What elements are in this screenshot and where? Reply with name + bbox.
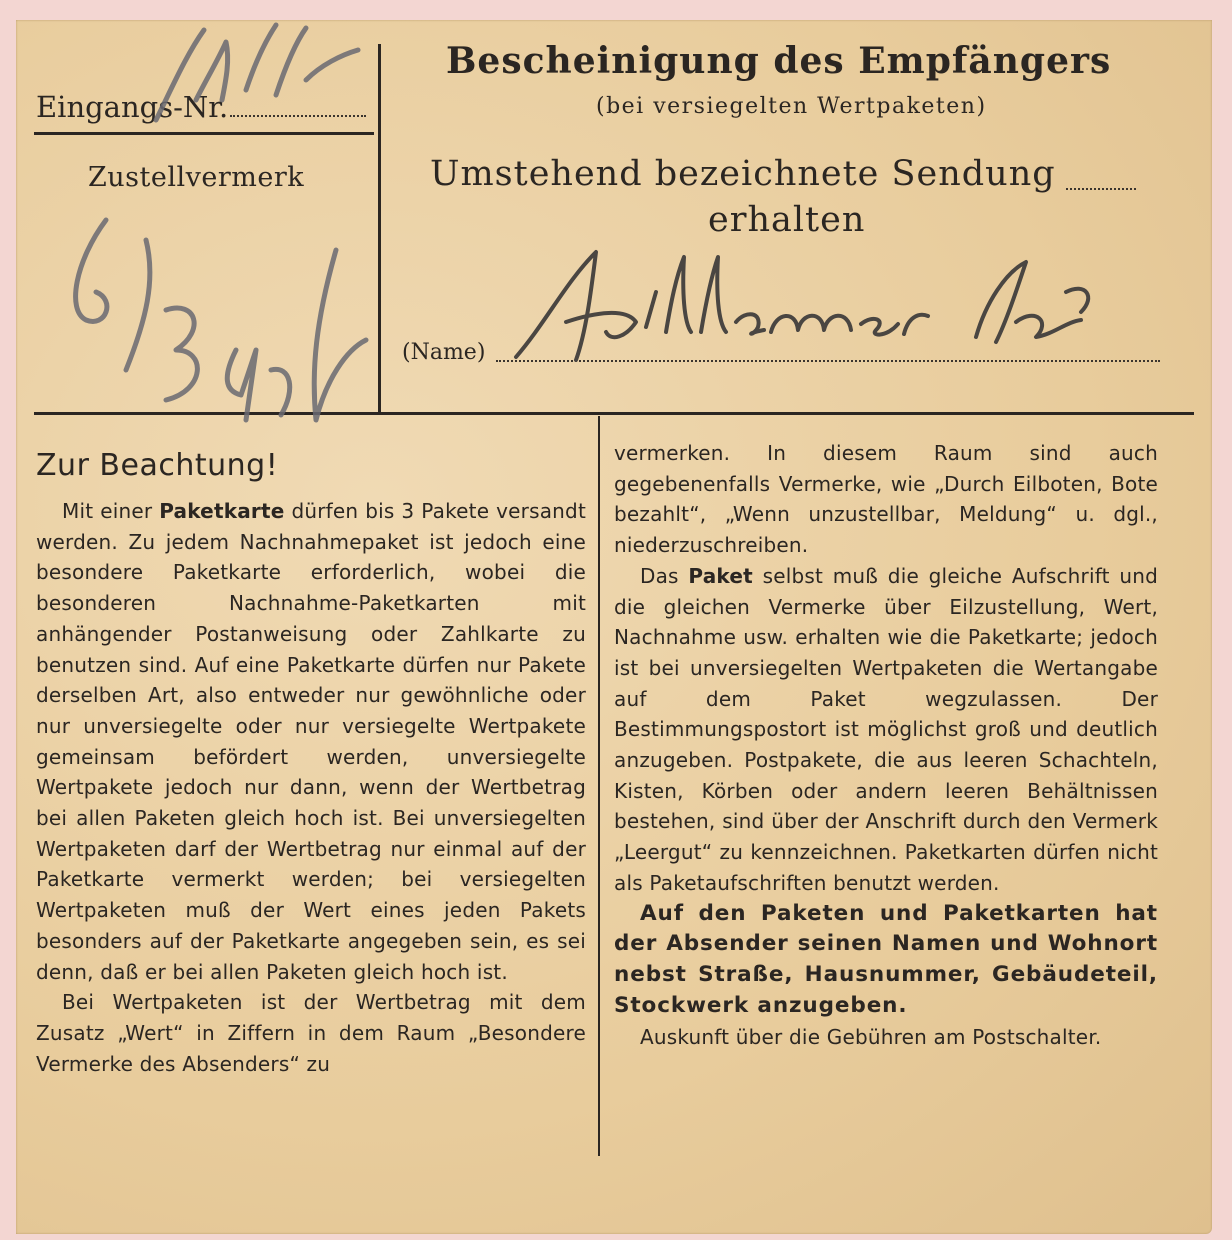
notice-left-paragraph-1: Mit einer Paketkarte dürfen bis 3 Pakete versandt werden. Zu jedem Nachnahmepaket ist jedoch eine besondere Paketkarte erforderlich, wobei die besonderen Nachnahme-Paketkarten mit anhängender Postanweisung oder Zahlkarte zu benutzen sind. Auf eine Paketkarte dürfen nur Pakete derselben Art, also entweder nur gewöhnliche oder nur unversiegelte oder nur versiegelte Wertpakete gemeinsam befördert werden, unversiegelte Wertpakete jedoch nur dann, wenn der Wertbetrag bei allen Paketen gleich hoch ist. Bei unversiegelten Wertpaketen darf der Wertbetrag nur einmal auf der Paketkarte vermerkt werden; bei versiegelten Wertpaketen muß der Wert eines jeden Pakets besonders auf der Paketkarte angegeben sein, es sei denn, daß er bei allen Paketen gleich hoch ist.: [36, 499, 586, 984]
certificate-title: Bescheinigung des Empfängers: [446, 40, 1112, 82]
notice-right-paragraph-4: Auskunft über die Gebühren am Postschalter.: [640, 1024, 1102, 1049]
zustell-label: Zustellvermerk: [88, 162, 305, 193]
top-vertical-divider: [378, 44, 381, 412]
notice-left-column: [36, 496, 586, 1079]
notice-right-paragraph-2: Das Paket selbst muß die gleiche Aufschrift und die gleichen Vermerke über Eilzustellung, Wert, Nachnahme usw. erhalten wie die Paketkarte; jedoch ist bei unversiegelten Wertpaketen die Wertangabe auf dem Paket wegzulassen. Der Bestimmungspostort ist möglichst groß und deutlich anzugeben. Postpakete, die aus leeren Schachteln, Kisten, Körben oder andern leeren Behältnissen bestehen, sind über der Anschrift durch den Vermerk „Leergut“ zu kennzeichnen. Paketkarten dürfen nicht als Paketaufschriften benutzt werden.: [614, 563, 1159, 895]
column-divider: [598, 416, 600, 1156]
notice-right-paragraph-1: vermerken. In diesem Raum sind auch gegebenenfalls Vermerke, wie „Durch Eilboten, Bote bezahlt“, „Wenn unzustellbar, Meldung“ u. dgl., niederzuschreiben.: [614, 441, 1158, 558]
certificate-line2: erhalten: [708, 200, 866, 240]
sendung-dots: [1066, 188, 1136, 190]
recipient-signature: [506, 242, 1106, 372]
pencil-entry-number: [126, 20, 376, 130]
eingangs-underline: [34, 132, 374, 135]
notice-heading: Zur Beachtung!: [36, 448, 279, 483]
parcel-card: [16, 20, 1212, 1234]
name-label: (Name): [402, 340, 486, 365]
pencil-date-note: [46, 200, 376, 440]
notice-left-paragraph-2: Bei Wertpaketen ist der Wertbetrag mit dem Zusatz „Wert“ in Ziffern in dem Raum „Besondere Vermerke des Absenders“ zu: [36, 990, 586, 1076]
paketkarte-emphasis: Paketkarte: [159, 499, 285, 523]
certificate-subtitle: (bei versiegelten Wertpaketen): [596, 94, 987, 119]
notice-right-paragraph-3: Auf den Paketen und Paketkarten hat der Absender seinen Namen und Wohnort nebst Straße, Hausnummer, Gebäudeteil, Stockwerk anzugeben.: [614, 900, 1158, 1018]
certificate-line1: Umstehend bezeichnete Sendung: [430, 154, 1056, 194]
paket-emphasis: Paket: [688, 563, 753, 588]
eingangs-label: Eingangs-Nr.: [36, 90, 229, 124]
notice-right-column: [614, 438, 1158, 1052]
